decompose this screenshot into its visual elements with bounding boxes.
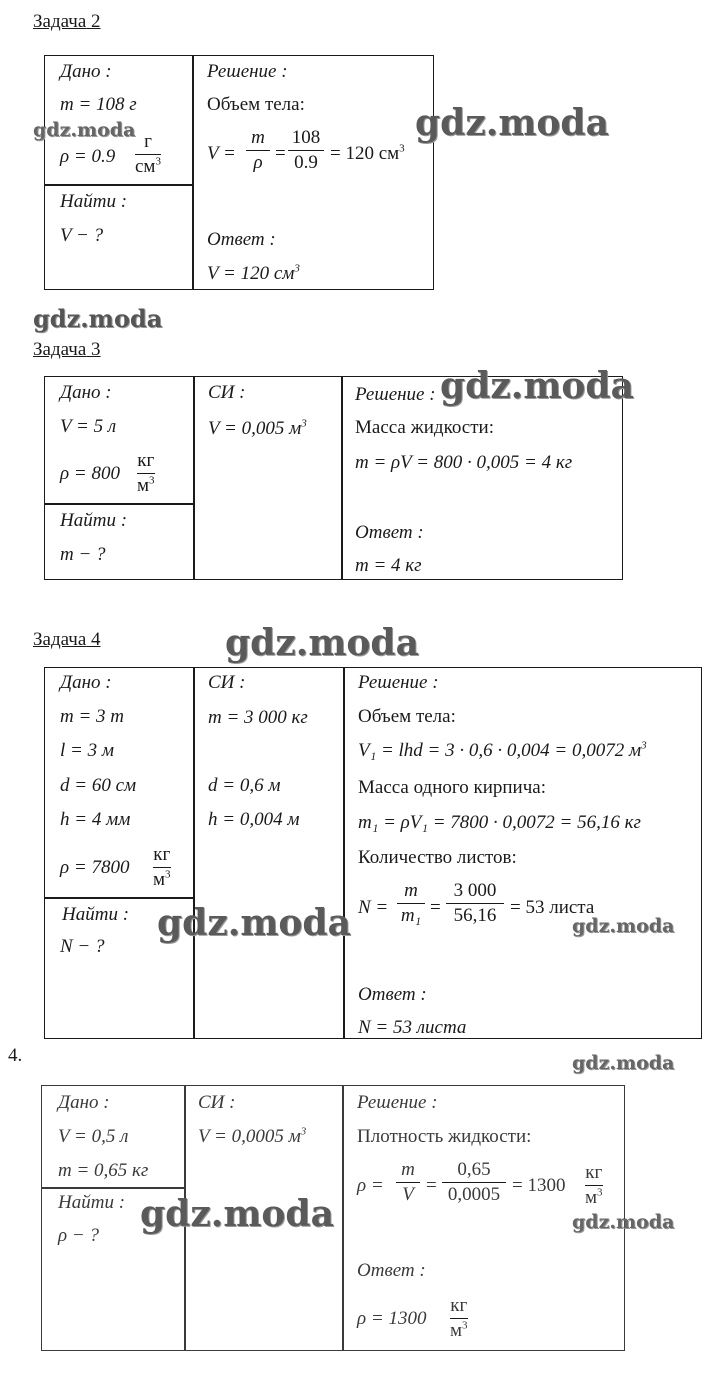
watermark-logo: gdz.moda — [140, 1193, 334, 1235]
task3-answer-label: Ответ : — [355, 522, 424, 543]
task3-given-label: Дано : — [60, 382, 112, 403]
task3-density-unit: кг $м^3$ — [137, 450, 155, 496]
watermark-logo: gdz.moda — [157, 902, 351, 944]
task4-fraction-numbers: 3 000 56,16 — [446, 881, 504, 926]
task4-find-value: N − ? — [60, 936, 105, 957]
task5-find-value: ρ − ? — [58, 1225, 99, 1246]
task2-given-divider — [44, 184, 193, 186]
watermark-logo: gdz.moda — [225, 622, 419, 664]
task5-formula-eq: = — [426, 1175, 437, 1196]
task4-divider-1 — [193, 667, 195, 1039]
task5-result-unit: кг $м^3$ — [585, 1162, 603, 1208]
watermark-logo: gdz.moda — [572, 915, 675, 937]
task3-heading: Задача 3 — [33, 339, 101, 360]
task4-density: ρ = 7800 — [60, 857, 130, 878]
task3-volume: V = 5 л — [60, 416, 117, 437]
task3-solution-label: Решение : — [355, 384, 436, 405]
task2-formula-eq: = — [275, 143, 286, 164]
task4-si-width: d = 0,6 м — [208, 775, 281, 796]
watermark-logo: gdz.moda — [33, 304, 163, 333]
watermark-logo: gdz.moda — [33, 119, 136, 141]
task4-count-text: Количество листов: — [358, 847, 517, 868]
task4-solution-label: Решение : — [358, 672, 439, 693]
task4-mass-calc: m₁ = ρV₁ = 7800 · 0,0072 = 56,16 кг — [358, 812, 641, 833]
task3-find-value: m − ? — [60, 544, 106, 565]
task5-divider-2 — [342, 1085, 344, 1351]
task5-find-label: Найти : — [58, 1192, 126, 1213]
task5-density-text: Плотность жидкости: — [357, 1126, 532, 1147]
task5-answer-label: Ответ : — [357, 1260, 426, 1281]
task2-formula-result: = 120 $см^3$ — [330, 142, 405, 164]
task4-length: l = 3 м — [60, 740, 114, 761]
task3-find-label: Найти : — [60, 510, 128, 531]
task5-solution-label: Решение : — [357, 1092, 438, 1113]
task3-si-label: СИ : — [208, 382, 246, 403]
task2-heading: Задача 2 — [33, 11, 101, 32]
task3-answer: m = 4 кг — [355, 555, 422, 576]
watermark-logo: gdz.moda — [440, 365, 634, 407]
task3-density: ρ = 800 — [60, 463, 120, 484]
task5-heading: 4. — [8, 1045, 23, 1066]
task4-density-unit: кг $м^3$ — [153, 844, 171, 890]
task5-formula-result: = 1300 — [512, 1175, 566, 1196]
task4-height: h = 4 мм — [60, 809, 131, 830]
task4-volume-calc: V₁ = lhd = 3 · 0,6 · 0,004 = 0,0072 $м^3$ — [358, 739, 647, 761]
task3-mass-text: Масса жидкости: — [355, 417, 494, 438]
task3-divider-1 — [193, 376, 195, 580]
task4-fraction-m-m1: m m₁ — [397, 881, 425, 926]
task2-fraction-numbers: 108 0.9 — [288, 128, 324, 173]
watermark-logo: gdz.moda — [415, 102, 609, 144]
task5-given-divider — [41, 1187, 185, 1189]
task4-divider-2 — [343, 667, 345, 1039]
task2-find-value: V − ? — [60, 225, 104, 246]
task4-formula-n: N = — [358, 897, 389, 918]
task2-answer-label: Ответ : — [207, 229, 276, 250]
task4-mass-text: Масса одного кирпича: — [358, 777, 546, 798]
task5-si-volume: V = 0,0005 $м^3$ — [198, 1125, 307, 1147]
task2-density-unit: г $см^3$ — [135, 131, 161, 177]
task5-given-label: Дано : — [58, 1092, 110, 1113]
task4-mass: m = 3 т — [60, 706, 125, 727]
task5-answer-unit: кг $м^3$ — [450, 1295, 468, 1341]
task5-fraction-numbers: 0,65 0,0005 — [442, 1160, 506, 1205]
task2-mass: m = 108 г — [60, 94, 137, 115]
task4-answer-label: Ответ : — [358, 984, 427, 1005]
task4-si-label: СИ : — [208, 672, 246, 693]
task5-answer: ρ = 1300 — [357, 1308, 427, 1329]
task5-mass: m = 0,65 кг — [58, 1160, 149, 1181]
task2-volume-text: Объем тела: — [207, 94, 305, 115]
task2-answer: V = 120 $см^3$ — [207, 262, 300, 284]
task4-find-label: Найти : — [62, 904, 130, 925]
task2-table — [44, 55, 434, 290]
task2-fraction-m-rho: m ρ — [246, 128, 270, 173]
task3-divider-2 — [341, 376, 343, 580]
task4-width: d = 60 см — [60, 775, 137, 796]
task4-formula-result: = 53 листа — [510, 897, 595, 918]
task2-given-label: Дано : — [60, 61, 112, 82]
task4-formula-eq: = — [430, 897, 441, 918]
task4-heading: Задача 4 — [33, 629, 101, 650]
task2-divider — [192, 55, 194, 290]
watermark-logo: gdz.moda — [572, 1211, 675, 1233]
task2-formula-v: V = — [207, 143, 236, 164]
task4-si-mass: m = 3 000 кг — [208, 707, 308, 728]
task4-si-height: h = 0,004 м — [208, 809, 300, 830]
task4-given-label: Дано : — [60, 672, 112, 693]
task4-answer: N = 53 листа — [358, 1017, 467, 1038]
task5-volume: V = 0,5 л — [58, 1126, 129, 1147]
task5-fraction-m-v: m V — [396, 1160, 420, 1205]
task2-find-label: Найти : — [60, 191, 128, 212]
task5-si-label: СИ : — [198, 1092, 236, 1113]
task3-given-divider — [44, 503, 194, 505]
task4-given-divider — [44, 897, 194, 899]
task2-solution-label: Решение : — [207, 61, 288, 82]
task3-mass-calc: m = ρV = 800 · 0,005 = 4 кг — [355, 452, 573, 473]
task4-volume-text: Объем тела: — [358, 706, 456, 727]
task2-density: ρ = 0.9 — [60, 146, 116, 167]
task3-si-volume: V = 0,005 $м^3$ — [208, 417, 307, 439]
task5-formula-rho: ρ = — [357, 1175, 384, 1196]
watermark-logo: gdz.moda — [572, 1052, 675, 1074]
